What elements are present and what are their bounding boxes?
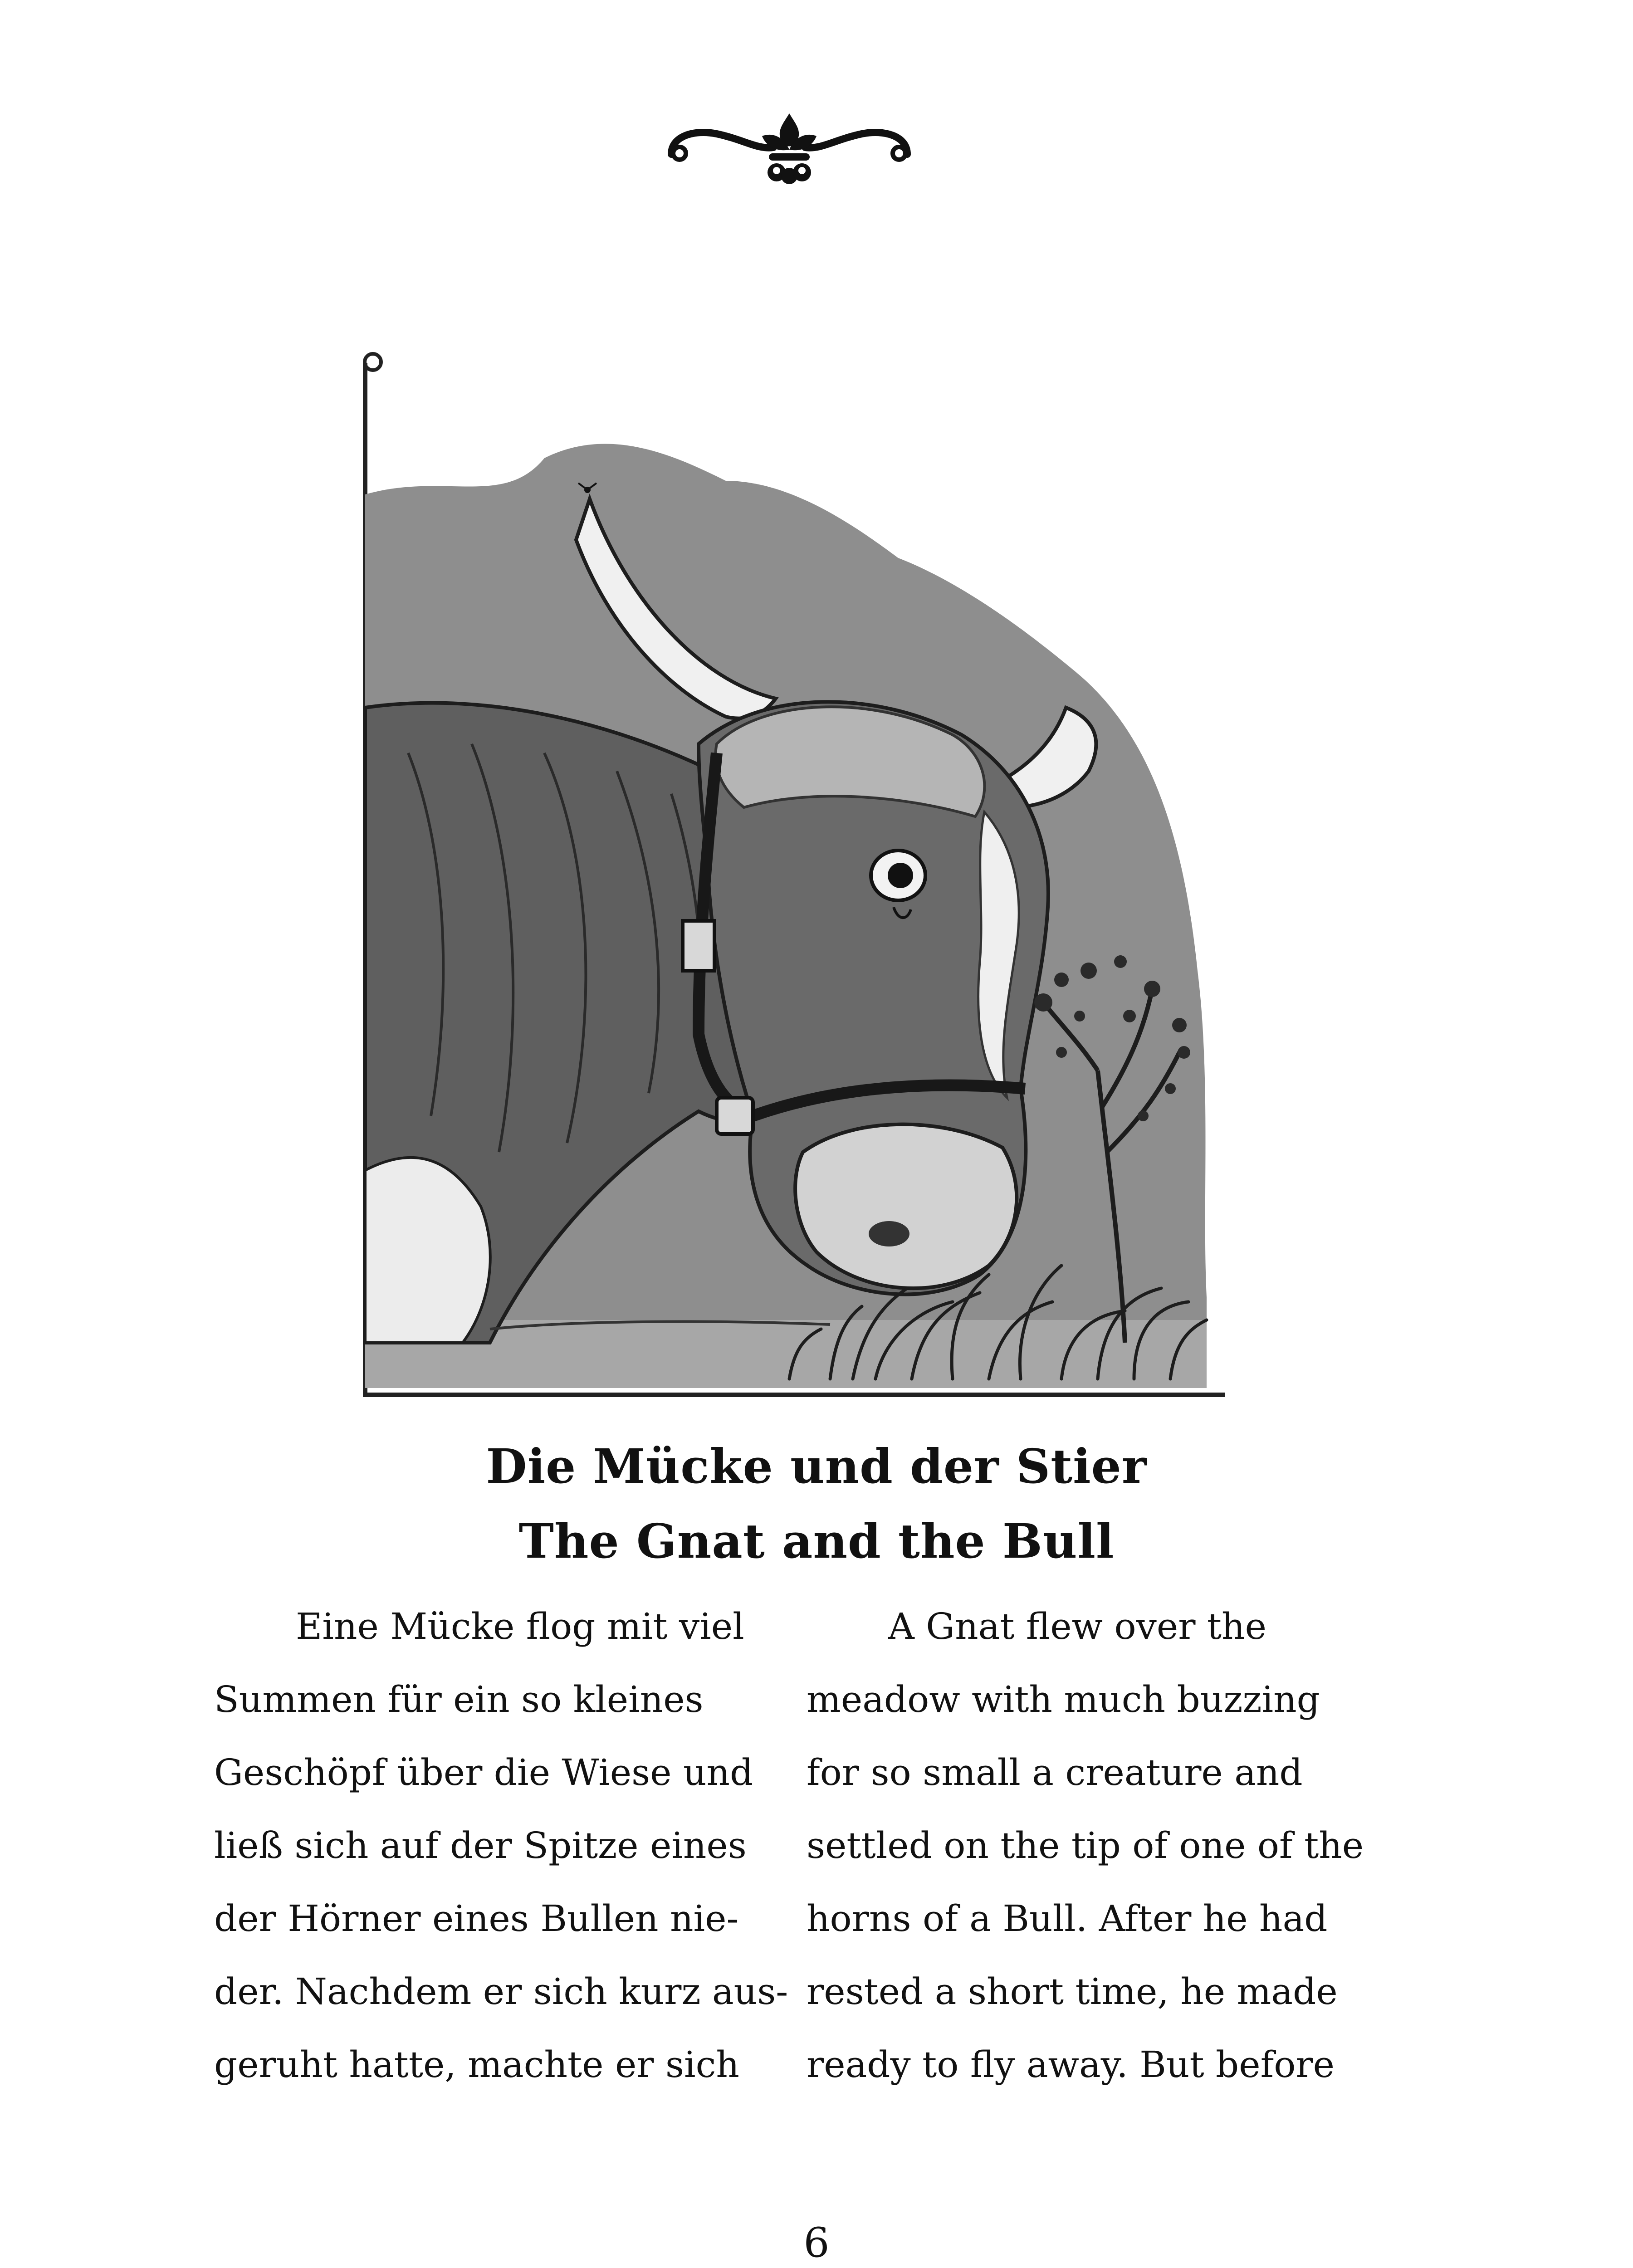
english-text-column	[807, 1590, 1364, 2101]
german-line: der. Nachdem er sich kurz aus-	[214, 1970, 788, 2013]
title-block	[0, 1429, 1633, 1579]
german-line: Geschöpf über die Wiese und	[214, 1751, 753, 1794]
scroll-flourish-icon	[658, 104, 921, 195]
english-line: horns of a Bull. After he had	[807, 1897, 1328, 1940]
german-line: ließ sich auf der Spitze eines	[214, 1824, 747, 1867]
german-text-column	[214, 1590, 788, 2101]
english-line: ready to fly away. But before	[807, 2043, 1335, 2086]
english-line: meadow with much buzzing	[807, 1678, 1320, 1721]
german-line: geruht hatte, machte er sich	[214, 2043, 739, 2086]
title-german: Die Mücke und der Stier	[486, 1438, 1147, 1494]
swirl-flourish-icon	[703, 2254, 930, 2268]
english-line: rested a short time, he made	[807, 1970, 1338, 2013]
german-line: Summen für ein so kleines	[214, 1678, 704, 1721]
english-line: settled on the tip of one of the	[807, 1824, 1364, 1867]
german-line: Eine Mücke flog mit viel	[296, 1605, 744, 1647]
german-line: der Hörner eines Bullen nie-	[214, 1897, 739, 1940]
bull-head-illustration-icon	[354, 345, 1225, 1406]
english-line: for so small a creature and	[807, 1751, 1303, 1794]
page-number: 6	[803, 2219, 830, 2267]
english-line: A Gnat flew over the	[888, 1605, 1266, 1647]
title-english: The Gnat and the Bull	[518, 1513, 1115, 1569]
